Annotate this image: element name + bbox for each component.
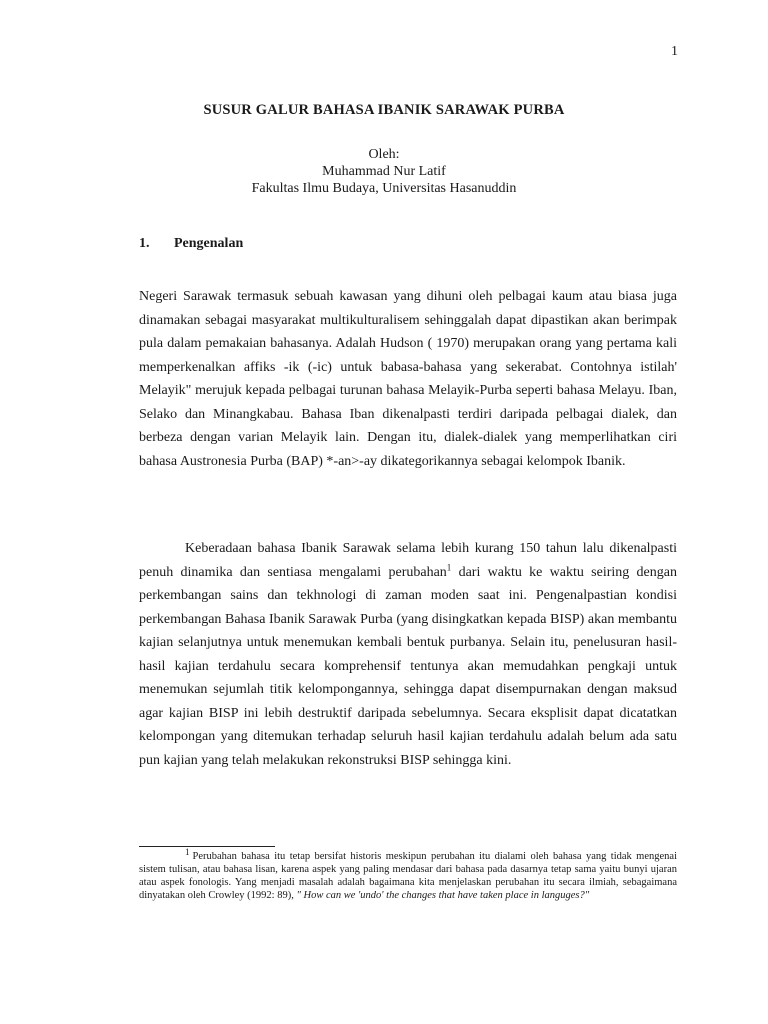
footnote-reference-mark: 1 <box>446 561 452 572</box>
paragraph-keberadaan <box>139 537 677 772</box>
paragraph-introduction: Negeri Sarawak termasuk sebuah kawasan yang dihuni oleh pelbagai kaum atau biasa juga dinamakan sebagai masyarakat multikulturalisem sehinggalah dapat dipastikan akan berimpak pula dalam pemakaian bahasanya. Adalah Hudson ( 1970) merupakan orang yang pertama kali memperkenalkan affiks -ik (-ic) untuk babasa-bahasa yang sekerabat. Contohnya istilah' Melayik" merujuk kepada pelbagai turunan bahasa Melayik-Purba seperti bahasa Melayu. Iban, Selako dan Minangkabau. Bahasa Iban dikenalpasti terdiri daripada pelbagai dialek, dan berbeza dengan varian Melayik lain. Dengan itu, dialek-dialek yang memperlihatkan ciri bahasa Austronesia Purba (BAP) *-an>-ay dikategorikannya sebagai kelompok Ibanik. <box>139 289 677 469</box>
footnote: 1 Perubahan bahasa itu tetap bersifat historis meskipun perubahan itu dialami oleh bahasa yang tidak mengenai sistem tulisan, atau bahasa lisan, karena aspek yang paling mendasar dari bahasa pada dasarnya tetap sama yaitu bunyi ujaran atau aspek fonologis. Yang menjadi masalah adalah bagaimana kita menjelaskan perubahan itu secara ilmiah, sebagaimana dinyatakan oleh Crowley (1992: 89), " How can we 'undo' the changes that have taken place in languges?" <box>139 846 677 901</box>
paragraph-text-after-footnote: dari waktu ke waktu seiring dengan perkembangan sains dan tekhnologi di zaman moden saat ini. Pengenalpastian kondisi perkembangan Bahasa Ibanik Sarawak Purba (yang disingkatkan kepada BISP) akan membantu kajian selanjutnya untuk menemukan kembali bentuk purbanya. Selain itu, penelusuran hasil-hasil kajian terdahulu secara komprehensif tentunya akan memudahkan pengkaji untuk menemukan sejumlah titik kelompongannya, sehingga dapat disempurnakan dengan maksud agar kajian BISP ini lebih destruktif daripada sebelumnya. Secara eksplisit dapat dicatatkan kelompongan yang ditemukan terhadap seluruh hasil kajian terdahulu adalah belum ada satu pun kajian yang telah melakukan rekonstruksi BISP sehingga kini. <box>139 564 677 768</box>
byline <box>0 146 768 197</box>
paragraph-text-before-footnote: Keberadaan bahasa Ibanik Sarawak selama lebih kurang 150 tahun lalu dikenalpasti penuh dinamika dan sentiasa mengalami perubahan <box>139 541 677 580</box>
section-heading <box>139 236 243 252</box>
document-title: SUSUR GALUR BAHASA IBANIK SARAWAK PURBA <box>203 102 565 118</box>
footnote-text: Perubahan bahasa itu tetap bersifat historis meskipun perubahan itu dialami oleh bahasa yang tidak mengenai sistem tulisan, atau bahasa lisan, karena aspek yang paling mendasar dari bahasa pada dasarnya tetap sama yaitu bunyi ujaran atau aspek fonologis. Yang menjadi masalah adalah bagaimana kita menjelaskan perubahan itu secara ilmiah, sebagaimana dinyatakan oleh Crowley (1992: 89), <box>139 851 677 901</box>
author-affiliation: Fakultas Ilmu Budaya, Universitas Hasanuddin <box>251 181 517 196</box>
author-name: Muhammad Nur Latif <box>322 164 446 179</box>
footnote-quote: " How can we 'undo' the changes that have taken place in languges?" <box>296 890 590 901</box>
byline-label: Oleh: <box>368 147 400 162</box>
page-number: 1 <box>671 44 678 59</box>
section-title: Pengenalan <box>174 236 244 251</box>
section-number: 1. <box>139 236 150 251</box>
footnote-separator <box>139 846 275 847</box>
